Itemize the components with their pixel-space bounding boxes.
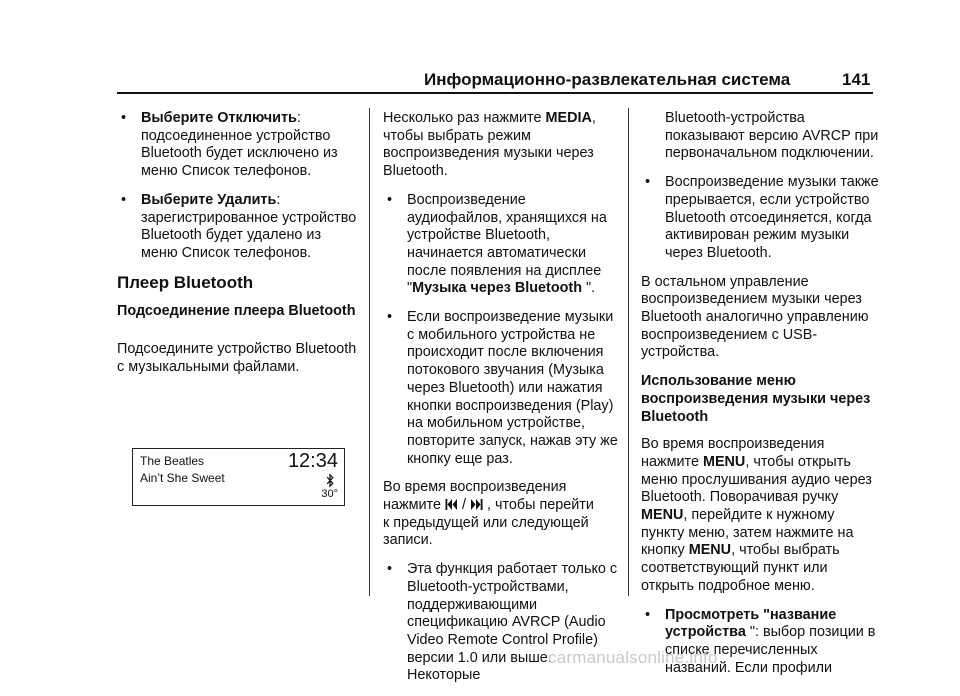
display-screen [132,448,345,506]
temperature-label: 30° [321,488,338,500]
section-title: Плеер Bluetooth [117,272,254,292]
bullet-text: : зарегистрированное устройство Bluetooth будет удалено из меню Список телефонов. [141,191,357,261]
next-track-icon [470,498,483,511]
text: Воспроизведение аудиофайлов, хранящихся на устройстве Bluetooth, начинается автоматически после появления на дисплее " [407,191,607,297]
bullet-dot: • [645,606,651,623]
text: / [457,497,470,514]
paragraph-media [383,110,623,181]
bullet-disconnect [117,110,357,181]
bullet-bold-label: Просмотреть "название устройства [665,606,837,641]
text: ". [582,280,596,297]
bullet-restart [383,309,623,468]
text: , чтобы выбрать соответствующий пункт или открыть подробное меню. [641,542,840,594]
menu-key-label: MENU [702,453,746,470]
subheading-menu: Использование меню воспроизведения музыки через Bluetooth [641,373,871,425]
artist-label: The Beatles [140,454,205,468]
bullet-bold-label: Выберите Удалить [141,191,277,208]
bullet-delete [117,192,357,263]
bullet-dot: • [121,191,127,208]
text: , чтобы перейти [482,497,594,514]
text: , чтобы выбрать режим воспроизведения музыки через Bluetooth. [383,110,596,180]
bullet-dot: • [387,561,393,578]
bullet-dot: • [387,309,393,326]
text: Во время воспроизведения [383,479,567,496]
text: ": выбор позиции в списке перечисленных названий. Если профили [665,624,876,676]
header-rule [117,92,873,94]
menu-key-label: MENU [688,542,732,559]
column-1 [117,110,357,387]
column-divider [628,108,629,596]
media-key-label: MEDIA [545,110,592,126]
column-2 [383,110,623,696]
bullet-dot: • [121,110,127,126]
watermark: carmanualsonline.info [548,648,718,667]
text: , перейдите к нужному пункту меню, затем нажмите на кнопку [641,507,854,559]
bullet-interrupt [641,174,881,263]
header-title: Информационно-развлекательная система [424,70,791,89]
page-header [0,70,960,100]
bullet-dot: • [387,191,393,208]
bullet-bold-label: Выберите Отключить [141,110,297,126]
text: к предыдущей или следующей записи. [383,514,589,549]
text: Эта функция работает только с Bluetooth-устройствами, поддерживающими спецификацию AVRCP (Audio Video Remote Control Profile) версии 1.0 или выше. Некоторые [407,561,618,684]
column-3 [641,110,881,688]
page-number: 141 [842,70,871,89]
prev-track-icon [445,498,458,511]
menu-key-label: MENU [641,507,684,524]
bullet-dot: • [645,174,651,191]
text: Если воспроизведение музыки с мобильного устройства не происходит после включения потокового звучания (Музыка через Bluetooth) или нажатия кнопки воспроизведения (Play) на мобильном устройстве, повторите запуск, нажав эту же кнопку еще раз. [407,309,618,467]
paragraph-connect: Подсоедините устройство Bluetooth с музыкальными файлами. [117,341,357,375]
bluetooth-icon [325,473,335,488]
bullet-text: : подсоединенное устройство Bluetooth будет исключено из меню Список телефонов. [141,110,338,180]
paragraph-skip [383,479,623,550]
paragraph-control: В остальном управление воспроизведением музыки через Bluetooth аналогично управлению воспроизведением с USB-устройства. [641,273,869,361]
text: Воспроизведение музыки также прерывается, если устройство Bluetooth отсоединяется, когда активирован режим музыки через Bluetooth. [665,174,879,261]
paragraph-menu [641,436,881,595]
subheading-connect: Подсоединение плеера Bluetooth [117,303,356,320]
bullet-autoplay [383,192,623,298]
text: Несколько раз нажмите [383,110,546,126]
paragraph-avrcp-cont: Bluetooth-устройства показывают версию AVRCP при первоначальном подключении. [665,110,879,162]
column-divider [369,108,370,596]
text: Во время воспроизведения нажмите [641,436,825,470]
display-message: Музыка через Bluetooth [412,280,583,297]
text: , чтобы открыть меню прослушивания аудио через Bluetooth. Поворачивая ручку [641,453,872,506]
text: нажмите [383,497,445,514]
track-label: Ain’t She Sweet [140,471,225,485]
clock-label: 12:34 [287,450,338,472]
